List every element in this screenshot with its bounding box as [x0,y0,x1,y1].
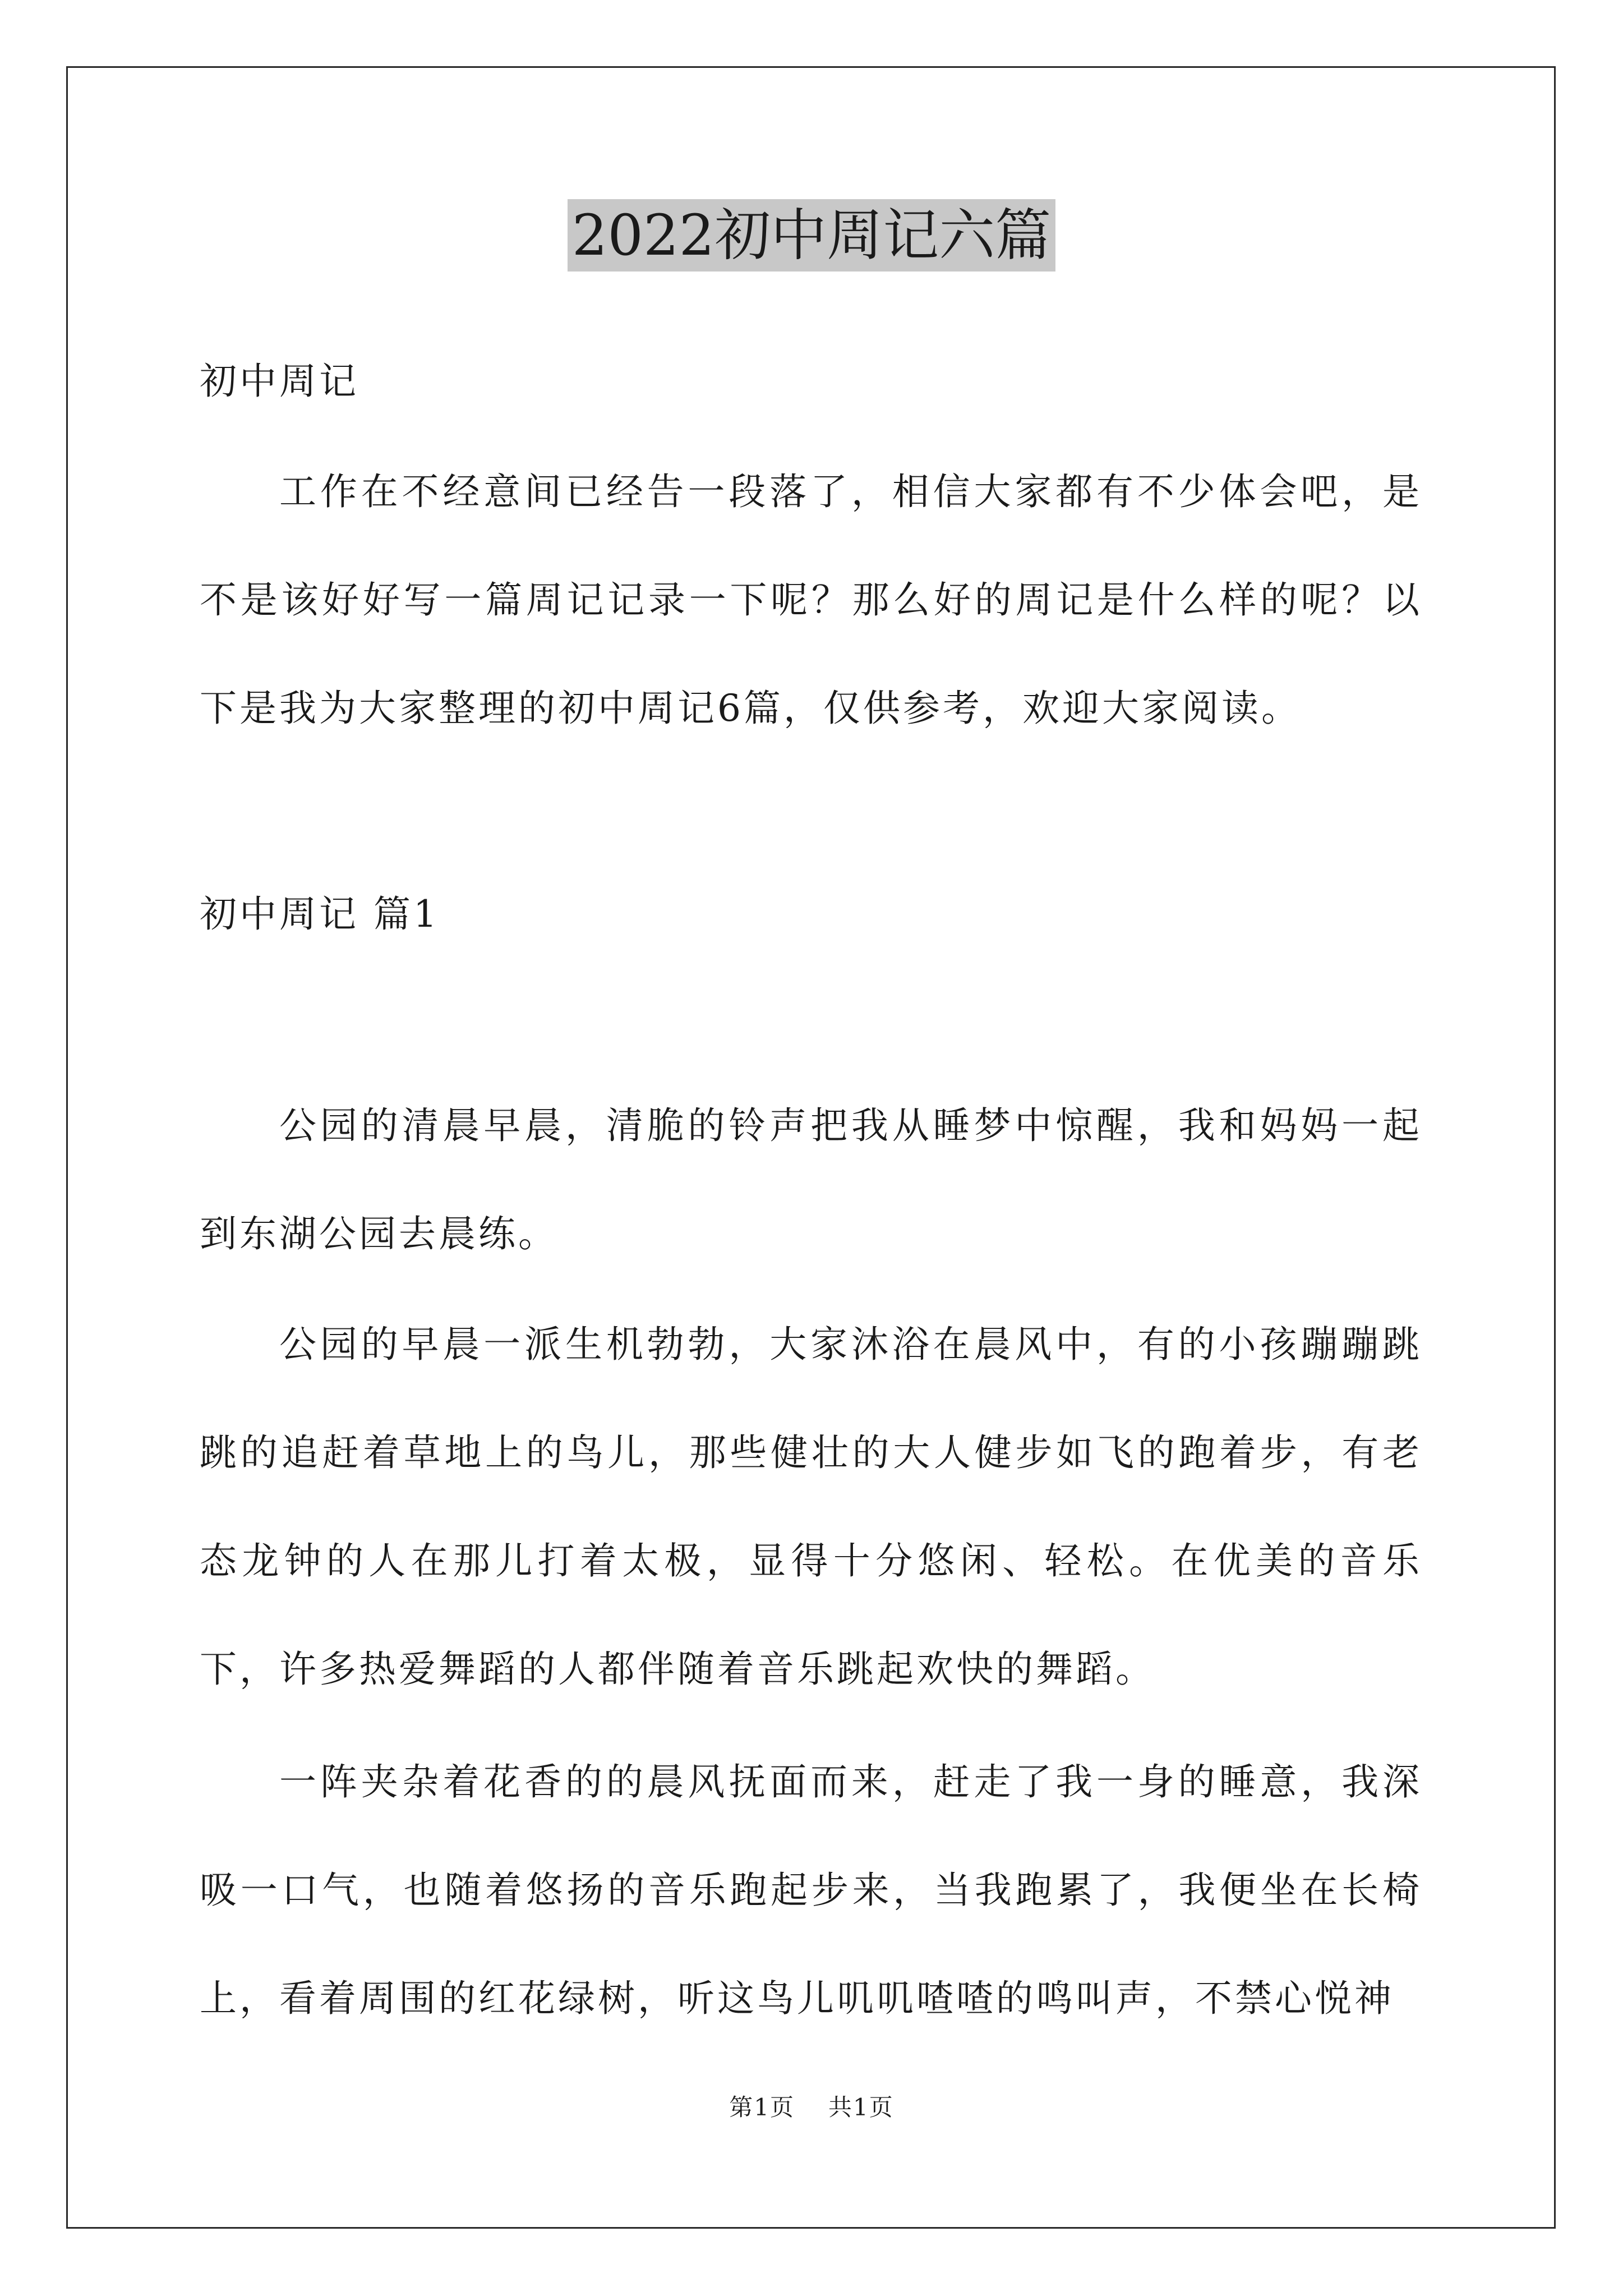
page-footer [0,2091,1623,2124]
body-paragraph: 公园的清晨早晨，清脆的铃声把我从睡梦中惊醒，我和妈妈一起到东湖公园去晨练。 [200,1104,1422,1255]
body-paragraph: 一阵夹杂着花香的的晨风抚面而来，赶走了我一身的睡意，我深吸一口气，也随着悠扬的音乐跑起步来，当我跑累了，我便坐在长椅上，看着周围的红花绿树，听这鸟儿叽叽喳喳的鸣叫声，不禁心悦神 [200,1760,1422,2020]
section-heading: 初中周记 篇1 [200,892,440,936]
document-title-text: 2022初中周记六篇 [568,199,1056,272]
page-number: 第1页 [729,2093,795,2121]
intro-heading: 初中周记 [200,360,359,403]
body-paragraph: 公园的早晨一派生机勃勃，大家沐浴在晨风中，有的小孩蹦蹦跳跳的追赶着草地上的鸟儿，那些健壮的大人健步如飞的跑着步，有老态龙钟的人在那儿打着太极，显得十分悠闲、轻松。在优美的音乐下，许多热爱舞蹈的人都伴随着音乐跳起欢快的舞蹈。 [200,1323,1422,1691]
document-title [0,196,1623,275]
page-total: 共1页 [828,2093,894,2121]
intro-paragraph: 工作在不经意间已经告一段落了，相信大家都有不少体会吧，是不是该好好写一篇周记记录一下呢？那么好的周记是什么样的呢？以下是我为大家整理的初中周记6篇，仅供参考，欢迎大家阅读。 [200,470,1422,730]
